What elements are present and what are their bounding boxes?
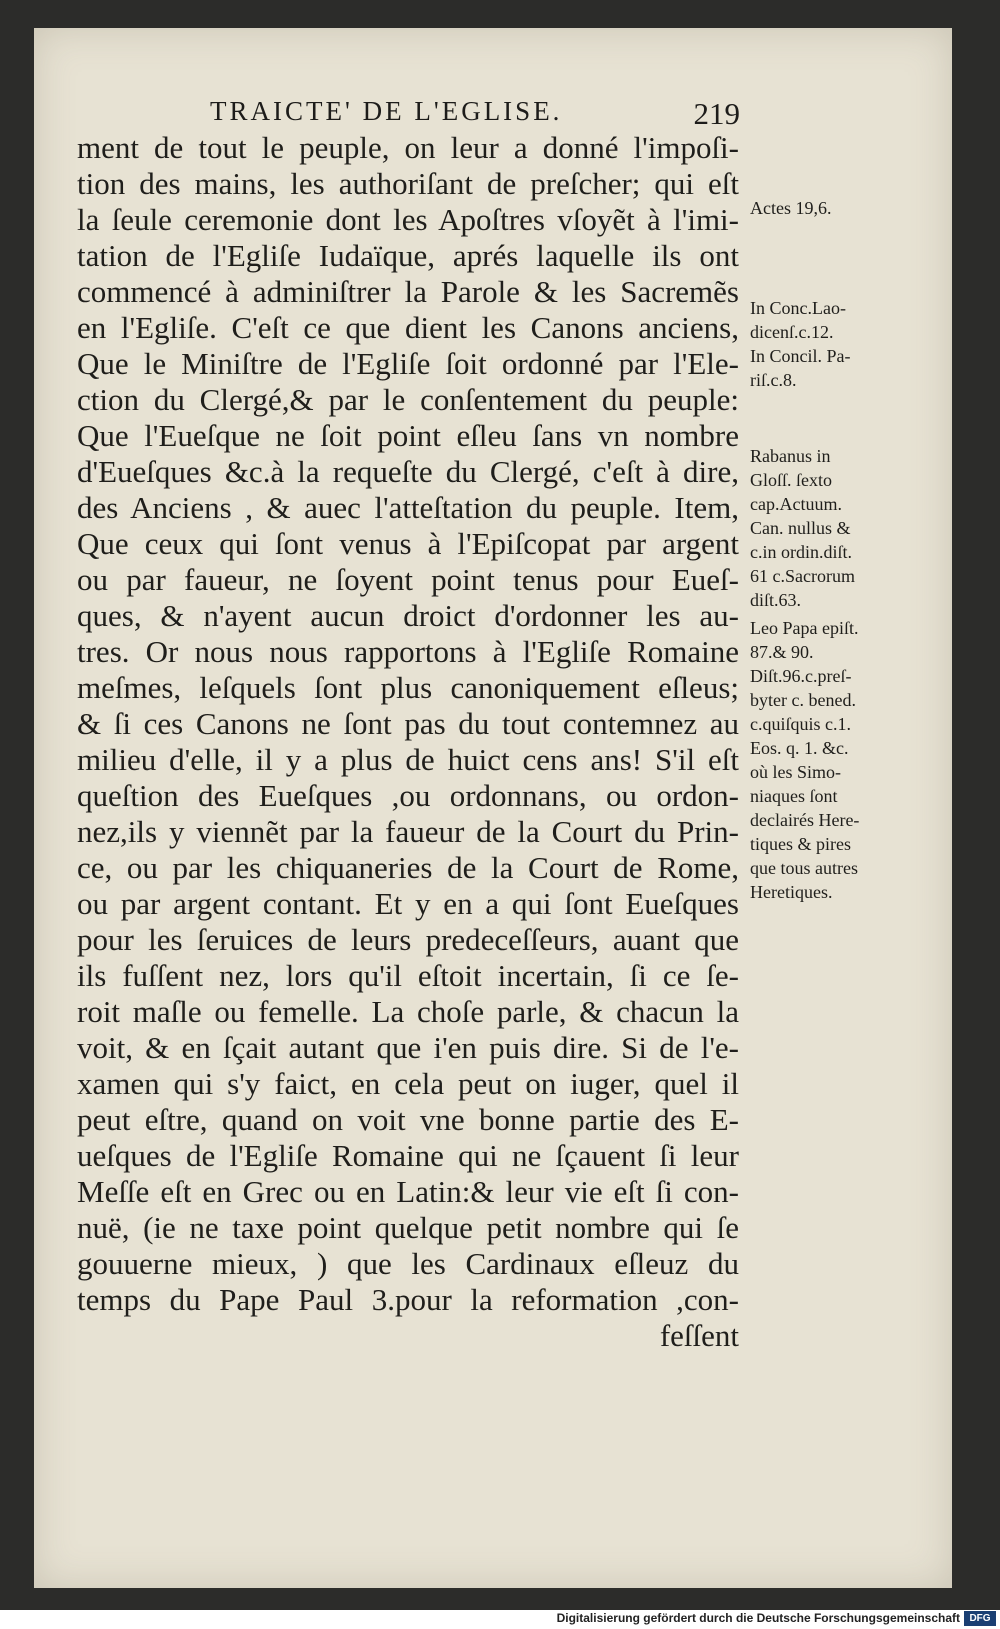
margin-note-line: dicenſ.c.12. bbox=[750, 322, 834, 342]
margin-note-line: riſ.c.8. bbox=[750, 370, 797, 390]
text-line: queſtion des Eueſques ,ou ordonnans, ou ordon- bbox=[77, 778, 739, 813]
margin-note bbox=[750, 296, 900, 392]
text-line: feſſent bbox=[659, 1318, 739, 1353]
text-line: ce, ou par les chiquaneries de la Court de Rome, bbox=[77, 850, 739, 885]
text-line: ction du Clergé,& par le conſentement du peuple: bbox=[77, 382, 739, 417]
margin-note-line: 87.& 90. bbox=[750, 642, 814, 662]
margin-note-line: declairés Here- bbox=[750, 810, 860, 830]
margin-note-line: In Conc.Lao- bbox=[750, 298, 846, 318]
text-line: la ſeule ceremonie dont les Apoſtres vſoyẽt à l'imi- bbox=[77, 202, 739, 237]
text-line: peut eſtre, quand on voit vne bonne partie des E- bbox=[77, 1102, 739, 1137]
margin-note-line: Can. nullus & bbox=[750, 518, 851, 538]
running-head bbox=[210, 96, 740, 134]
text-line: tion des mains, les authoriſant de preſcher; qui eſt bbox=[77, 166, 739, 201]
funding-credit: Digitalisierung gefördert durch die Deutsche Forschungsgemeinschaft bbox=[556, 1611, 960, 1625]
text-line: meſmes, leſquels ſont plus canoniquement eſleus; bbox=[77, 670, 739, 705]
margin-note-line: c.in ordin.diſt. bbox=[750, 542, 852, 562]
margin-note-line: Gloſſ. ſexto bbox=[750, 470, 832, 490]
text-line: d'Eueſques &c.à la requeſte du Clergé, c'eſt à dire, bbox=[77, 454, 739, 489]
text-line: Que ceux qui ſont venus à l'Epiſcopat par argent bbox=[77, 526, 739, 561]
text-line: & ſi ces Canons ne ſont pas du tout contemnez au bbox=[77, 706, 739, 741]
footer-bar bbox=[0, 1610, 1000, 1629]
margin-note-line: 61 c.Sacrorum bbox=[750, 566, 855, 586]
text-line: milieu d'elle, il y a plus de huict cens ans! S'il eſt bbox=[77, 742, 739, 777]
margin-note-line: c.quiſquis c.1. bbox=[750, 714, 851, 734]
text-line: en l'Egliſe. C'eſt ce que dient les Canons anciens, bbox=[77, 310, 739, 345]
page-number: 219 bbox=[693, 96, 740, 131]
margin-note bbox=[750, 616, 900, 904]
margin-note-line: Leo Papa epiſt. bbox=[750, 618, 859, 638]
margin-note-line: niaques ſont bbox=[750, 786, 838, 806]
text-line: roit maſle ou femelle. La choſe parle, & chacun la bbox=[77, 994, 739, 1029]
text-line: ou par faueur, ne ſoyent point tenus pour Eueſ- bbox=[77, 562, 739, 597]
text-line: Que l'Eueſque ne ſoit point eſleu ſans vn nombre bbox=[77, 418, 739, 453]
margin-note-line: cap.Actuum. bbox=[750, 494, 842, 514]
margin-note-line: où les Simo- bbox=[750, 762, 842, 782]
text-line: nez,ils y viennẽt par la faueur de la Court du Prin- bbox=[77, 814, 739, 849]
margin-note bbox=[750, 196, 900, 220]
running-title: TRAICTE' DE L'EGLISE. bbox=[210, 96, 563, 126]
margin-note-line: Actes 19,6. bbox=[750, 198, 832, 218]
text-line: ils fuſſent nez, lors qu'il eſtoit incertain, ſi ce ſe- bbox=[77, 958, 739, 993]
margin-note-line: Heretiques. bbox=[750, 882, 833, 902]
main-text-block bbox=[77, 130, 739, 1354]
text-line: temps du Pape Paul 3.pour la reformation ,con- bbox=[77, 1282, 739, 1317]
text-line: des Anciens , & auec l'atteſtation du peuple. Item, bbox=[77, 490, 739, 525]
text-line: tres. Or nous nous rapportons à l'Egliſe Romaine bbox=[77, 634, 739, 669]
text-line: tation de l'Egliſe Iudaïque, aprés laquelle ils ont bbox=[77, 238, 739, 273]
margin-note-line: que tous autres bbox=[750, 858, 858, 878]
text-line: ueſques de l'Egliſe Romaine qui ne ſçauent ſi leur bbox=[77, 1138, 739, 1173]
margin-note-line: In Concil. Pa- bbox=[750, 346, 851, 366]
text-line: ques, & n'ayent aucun droict d'ordonner les au- bbox=[77, 598, 739, 633]
margin-note-line: diſt.63. bbox=[750, 590, 802, 610]
margin-note-line: Rabanus in bbox=[750, 446, 831, 466]
text-line: xamen qui s'y faict, en cela peut on iuger, quel il bbox=[77, 1066, 739, 1101]
margin-note-line: tiques & pires bbox=[750, 834, 851, 854]
text-line: nuë, (ie ne taxe point quelque petit nombre qui ſe bbox=[77, 1210, 739, 1245]
margin-note-line: byter c. bened. bbox=[750, 690, 856, 710]
dfg-logo-icon: DFG bbox=[964, 1611, 996, 1626]
text-line: gouuerne mieux, ) que les Cardinaux eſleuz du bbox=[77, 1246, 739, 1281]
text-line: Que le Miniſtre de l'Egliſe ſoit ordonné par l'Ele- bbox=[77, 346, 739, 381]
text-line: Meſſe eſt en Grec ou en Latin:& leur vie eſt ſi con- bbox=[77, 1174, 739, 1209]
text-line: pour les ſeruices de leurs predeceſſeurs, auant que bbox=[77, 922, 739, 957]
margin-note bbox=[750, 444, 900, 612]
margin-note-line: Eos. q. 1. &c. bbox=[750, 738, 849, 758]
text-line: ment de tout le peuple, on leur a donné l'impoſi- bbox=[77, 130, 739, 165]
text-line: commencé à adminiſtrer la Parole & les Sacremẽs bbox=[77, 274, 739, 309]
text-line: voit, & en ſçait autant que i'en puis dire. Si de l'e- bbox=[77, 1030, 739, 1065]
text-line: ou par argent contant. Et y en a qui ſont Eueſques bbox=[77, 886, 739, 921]
margin-note-line: Diſt.96.c.preſ- bbox=[750, 666, 852, 686]
